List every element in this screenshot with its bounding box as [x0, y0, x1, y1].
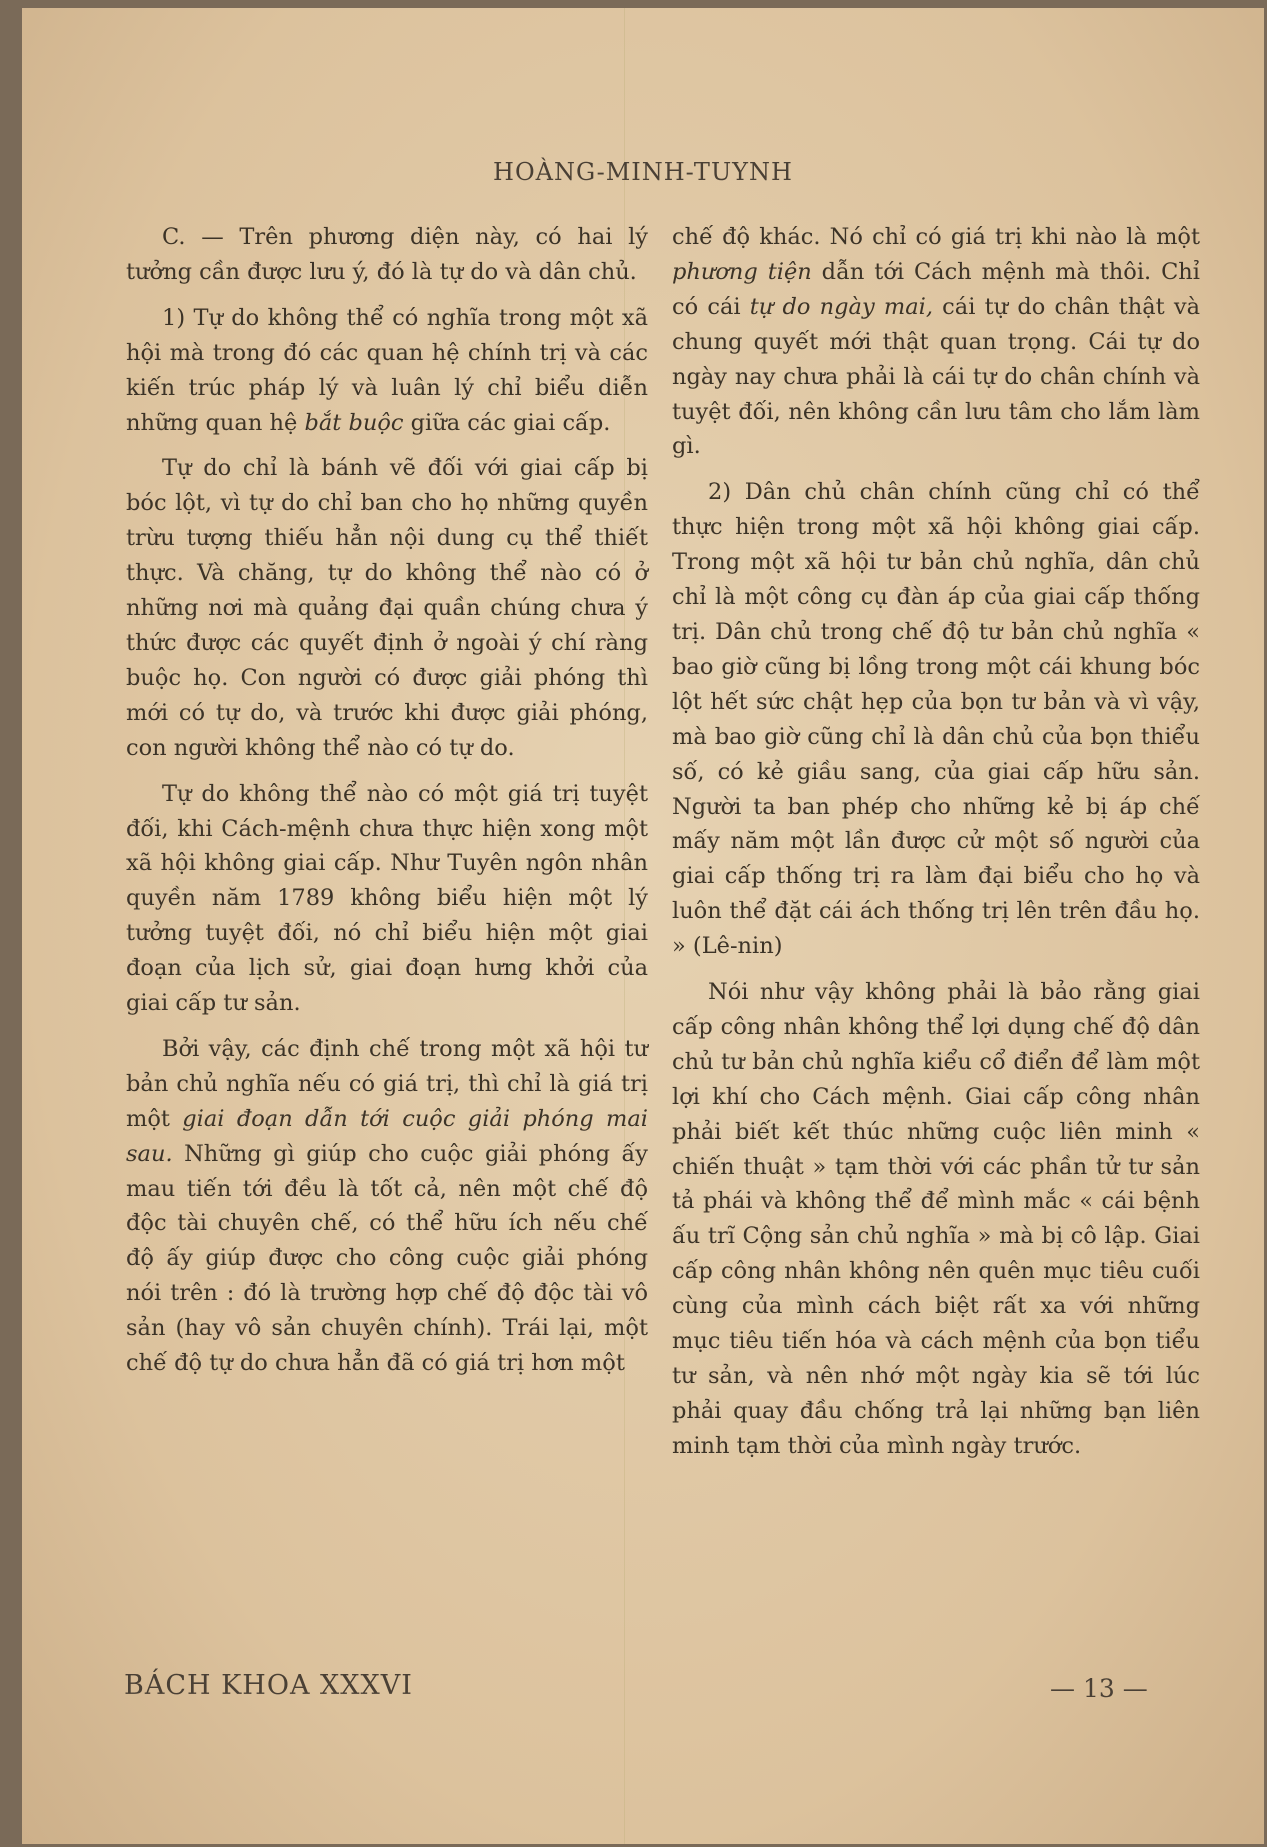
text-run: giữa các giai cấp. [403, 409, 611, 436]
text-run: chế độ khác. Nó chỉ có giá trị khi nào là một [672, 224, 1200, 250]
running-header: HOÀNG-MINH-TUYNH [493, 158, 793, 186]
paragraph: Nói như vậy không phải là bảo rằng giai cấp công nhân không thể lợi dụng chế độ dân chủ tư bản chủ nghĩa kiểu cổ điển để làm một lợi khí cho Cách mệnh. Giai cấp công nhân phải biết kết thúc những cuộc liên minh « chiến thuật » tạm thời với các phần tử tư sản tả phái và không thể để mình mắc « cái bệnh ấu trĩ Cộng sản chủ nghĩa » mà bị cô lập. Giai cấp công nhân không nên quên mục tiêu cuối cùng của mình cách biệt rất xa với những mục tiêu tiến hóa và cách mệnh của bọn tiểu tư sản, và nên nhớ một ngày kia sẽ tới lúc phải quay đầu chống trả lại những bạn liên minh tạm thời của mình ngày trước. [672, 979, 1200, 1459]
left-column [126, 220, 648, 1381]
paragraph: C. — Trên phương diện này, có hai lý tưởng cần được lưu ý, đó là tự do và dân chủ. [126, 224, 648, 285]
paragraph: Tự do chỉ là bánh vẽ đối với giai cấp bị bóc lột, vì tự do chỉ ban cho họ những quyền trừu tượng thiếu hẳn nội dung cụ thể thiết thực. Và chăng, tự do không thể nào có ở những nơi mà quảng đại quần chúng chưa ý thức được các quyết định ở ngoài ý chí ràng buộc họ. Con người có được giải phóng thì mới có tự do, và trước khi được giải phóng, con người không thể nào có tự do. [126, 455, 648, 761]
emphasis: bắt buộc [304, 409, 404, 436]
emphasis: giai đoạn dẫn tới cuộc giải phóng mai sau. [126, 1105, 648, 1167]
page-number: — 13 — [1050, 1674, 1148, 1703]
page [22, 8, 1264, 1844]
text-run: cái tự do chân thật và chung quyết mới thật quan trọng. Cái tự do ngày nay chưa phải là cái tự do chân chính và tuyệt đối, nên không cần lưu tâm cho lắm làm gì. [672, 293, 1201, 460]
magazine-title: BÁCH KHOA XXXVI [124, 1670, 413, 1701]
paragraph: Tự do không thể nào có một giá trị tuyệt đối, khi Cách-mệnh chưa thực hiện xong một xã hội không giai cấp. Như Tuyên ngôn nhân quyền năm 1789 không biểu hiện một lý tưởng tuyệt đối, nó chỉ biểu hiện một giai đoạn của lịch sử, giai đoạn hưng khởi của giai cấp tư sản. [126, 780, 648, 1017]
text-run: Bởi vậy, các định chế trong một xã hội tư bản chủ nghĩa nếu có giá trị, thì chỉ là giá trị một [126, 1035, 648, 1132]
paragraph [672, 220, 1200, 464]
paragraph [126, 301, 648, 441]
text-run: Những gì giúp cho cuộc giải phóng ấy mau tiến tới đều là tốt cả, nên một chế độ độc tài chuyên chế, có thể hữu ích nếu chế độ ấy giúp được cho công cuộc giải phóng nói trên : đó là trường hợp chế độ độc tài vô sản (hay vô sản chuyên chính). Trái lại, một chế độ tự do chưa hẳn đã có giá trị hơn một [126, 1140, 648, 1377]
text-run: 1) Tự do không thể có nghĩa trong một xã hội mà trong đó các quan hệ chính trị và các kiến trúc pháp lý và luân lý chỉ biểu diễn những quan hệ [126, 304, 648, 436]
emphasis: tự do ngày mai, [749, 293, 933, 320]
paragraph [126, 1032, 648, 1381]
emphasis: phương tiện [672, 258, 812, 285]
paragraph: 2) Dân chủ chân chính cũng chỉ có thể thực hiện trong một xã hội không giai cấp. Trong một xã hội tư bản chủ nghĩa, dân chủ chỉ là một công cụ đàn áp của giai cấp thống trị. Dân chủ trong chế độ tư bản chủ nghĩa « bao giờ cũng bị lồng trong một cái khung bóc lột hết sức chật hẹp của bọn tư bản và vì vậy, mà bao giờ cũng chỉ là dân chủ của bọn thiểu số, có kẻ giầu sang, của giai cấp hữu sản. Người ta ban phép cho những kẻ bị áp chế mấy năm một lần được cử một số người của giai cấp thống trị ra làm đại biểu cho họ và luôn thể đặt cái ách thống trị lên trên đầu họ. » (Lê-nin) [672, 479, 1200, 960]
right-column [672, 220, 1200, 1464]
text-run: dẫn tới Cách mệnh mà thôi. Chỉ có cái [672, 258, 1200, 320]
